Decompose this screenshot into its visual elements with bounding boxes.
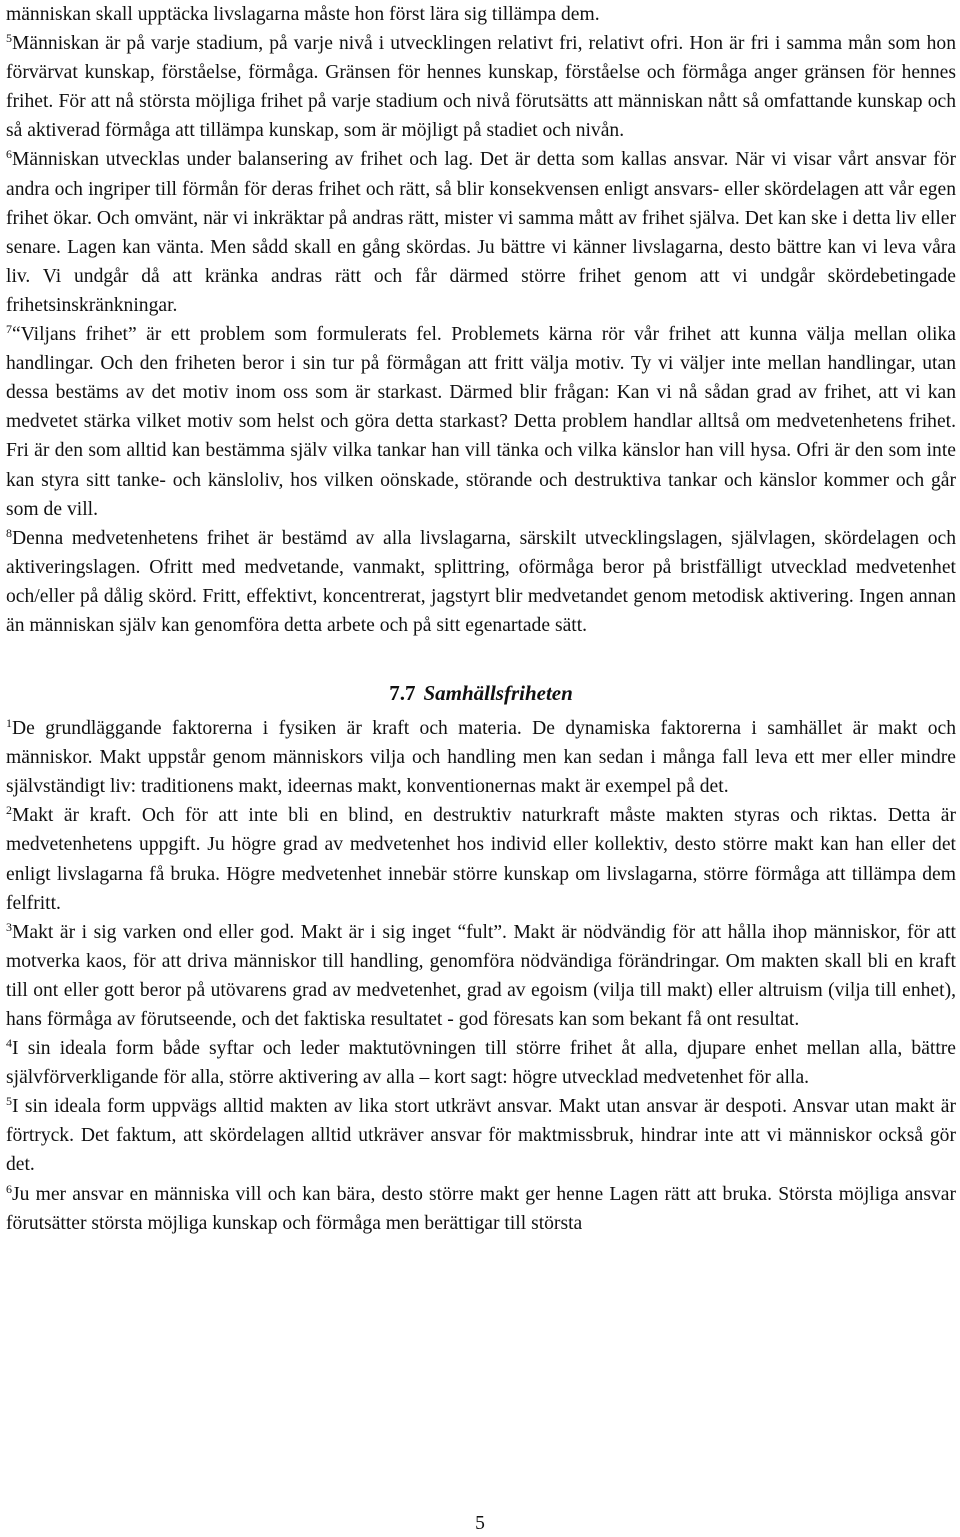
paragraph-text: I sin ideala form både syftar och leder maktutövningen till större frihet åt alla, djupare enhet mellan alla, bättre självförverkligande för alla, större aktivering av alla – kort sagt: högre utvecklad medvetenhet för alla. — [6, 1038, 956, 1089]
paragraph-number: 7 — [6, 322, 12, 337]
paragraph-text: Makt är i sig varken ond eller god. Makt är i sig inget “fult”. Makt är nödvändig för att hålla ihop människor, för att motverka kaos, för att driva människor till handling, genomföra nödvändiga förändringar. Om makten skall bli en kraft till ont eller gott beror på utövarens grad av medvetenhet, grad av egoism (vilja till makt) eller altruism (vilja till enhet), hans förmåga av förutseende, och det faktiska resultatet - god föresats kan som bekant få ont resultat. — [6, 921, 956, 1030]
paragraph-number: 6 — [6, 1181, 12, 1196]
paragraph-text: “Viljans frihet” är ett problem som formulerats fel. Problemets kärna rör vår frihet att kunna välja mellan olika handlingar. Och den friheten beror i sin tur på förmågan att fritt välja motiv. Ty vi väljer inte mellan handlingar, utan dessa bestäms av det motiv inom oss som är starkast. Därmed blir frågan: Kan vi nå sådan grad av frihet, att vi kan medvetet stärka vilket motiv som helst och göra detta starkast? Detta problem handlar alltså om medvetenhetens frihet. Fri är den som alltid kan bestämma själv vilka tankar han vill tänka och vilka känslor han vill hysa. Ofri är den som inte kan styra sitt tanke- och känsloliv, hos vilken oönskade, störande och destruktiva tankar och känslor kommer och går som de vill. — [6, 324, 956, 520]
section-number: 7.7 — [389, 681, 416, 706]
paragraph-text: Makt är kraft. Och för att inte bli en blind, en destruktiv naturkraft måste makten styras och riktas. Detta är medvetenhetens uppgift. Ju högre grad av medvetenhet hos individ eller kollektiv, desto större makt kan han eller det enligt livslagarna få bruka. Högre medvetenhet innebär större kunskap om livslagarna, större förmåga att tillämpa dem felfritt. — [6, 805, 956, 914]
paragraph-number: 8 — [6, 525, 12, 540]
paragraph-number: 5 — [6, 31, 12, 46]
paragraph-number: 4 — [6, 1036, 12, 1051]
section-heading — [6, 677, 956, 709]
paragraph-6 — [6, 145, 956, 320]
paragraph-number: 6 — [6, 147, 12, 162]
paragraph-number: 2 — [6, 803, 12, 818]
paragraph-text: I sin ideala form uppvägs alltid makten av lika stort utkrävt ansvar. Makt utan ansvar är despoti. Ansvar utan makt är förtryck. Det faktum, att skördelagen alltid utkräver ansvar för maktmissbruk, hindrar inte att vi människor också gör det. — [6, 1096, 956, 1176]
section-paragraph-4 — [6, 1034, 956, 1092]
paragraph-text: Ju mer ansvar en människa vill och kan bära, desto större makt ger henne Lagen rätt att bruka. Största möjliga ansvar förutsätter största möjliga kunskap och förmåga men berättigar till största — [6, 1183, 956, 1234]
paragraph-number: 5 — [6, 1094, 12, 1109]
document-page — [6, 0, 956, 1238]
lead-paragraph-fragment: människan skall upptäcka livslagarna måste hon först lära sig tillämpa dem. — [6, 4, 600, 25]
section-title: Samhällsfriheten — [423, 681, 573, 706]
paragraph-text: Människan utvecklas under balansering av frihet och lag. Det är detta som kallas ansvar. När vi visar vårt ansvar för andra och ingriper till förmån för deras frihet och rätt, så blir konsekvensen enligt ansvars- eller skördelagen att vår egen frihet ökar. Och omvänt, när vi inkräktar på andras rätt, mister vi samma mått av frihet själva. Det kan ske i detta liv eller senare. Lagen kan vänta. Men sådd skall en gång skördas. Ju bättre vi känner livslagarna, desto bättre kan vi leva våra liv. Vi undgår då att kränka andras rätt och får därmed större frihet genom att vi undgår skördebetingade frihetsinskränkningar. — [6, 149, 956, 316]
paragraph-text: De grundläggande faktorerna i fysiken är kraft och materia. De dynamiska faktorerna i samhället är makt och människor. Makt uppstår genom människors vilja och handling men kan sedan i många fall leva ett mer eller mindre självständigt liv: traditionens makt, ideernas makt, konventionernas makt är exempel på det. — [6, 718, 956, 798]
paragraph-text: Denna medvetenhetens frihet är bestämd av alla livslagarna, särskilt utvecklingslagen, självlagen, skördelagen och aktiveringslagen. Ofritt med medvetande, vanmakt, splittring, oförmåga beror på bristfälligt utvecklad medvetenhet och/eller på dålig skörd. Fritt, effektivt, koncentrerat, jagstyrt blir medvetandet genom metodisk aktivering. Ingen annan än människan själv kan genomföra detta arbete och på sitt egenartade sätt. — [6, 527, 956, 636]
paragraph-7 — [6, 320, 956, 524]
paragraph-number: 3 — [6, 919, 12, 934]
paragraph-5 — [6, 29, 956, 145]
section-paragraph-2 — [6, 801, 956, 917]
section-paragraph-5 — [6, 1092, 956, 1179]
paragraph-8 — [6, 524, 956, 640]
section-paragraph-6 — [6, 1180, 956, 1238]
page-number: 5 — [475, 1513, 485, 1534]
paragraph-text: Människan är på varje stadium, på varje nivå i utvecklingen relativt fri, relativt ofri. Hon är fri i samma mån som hon förvärvat kunskap, förståelse, förmåga. Gränsen för hennes kunskap, förståelse och förmåga anger gränsen för hennes frihet. För att nå största möjliga frihet på varje stadium och nivå förutsätts att människan nått så omfattande kunskap och så aktiverad förmåga att tillämpa kunskap, som är möjligt på stadiet och nivån. — [6, 33, 956, 142]
section-paragraph-3 — [6, 918, 956, 1034]
paragraph-number: 1 — [6, 716, 12, 731]
section-paragraph-1 — [6, 714, 956, 801]
